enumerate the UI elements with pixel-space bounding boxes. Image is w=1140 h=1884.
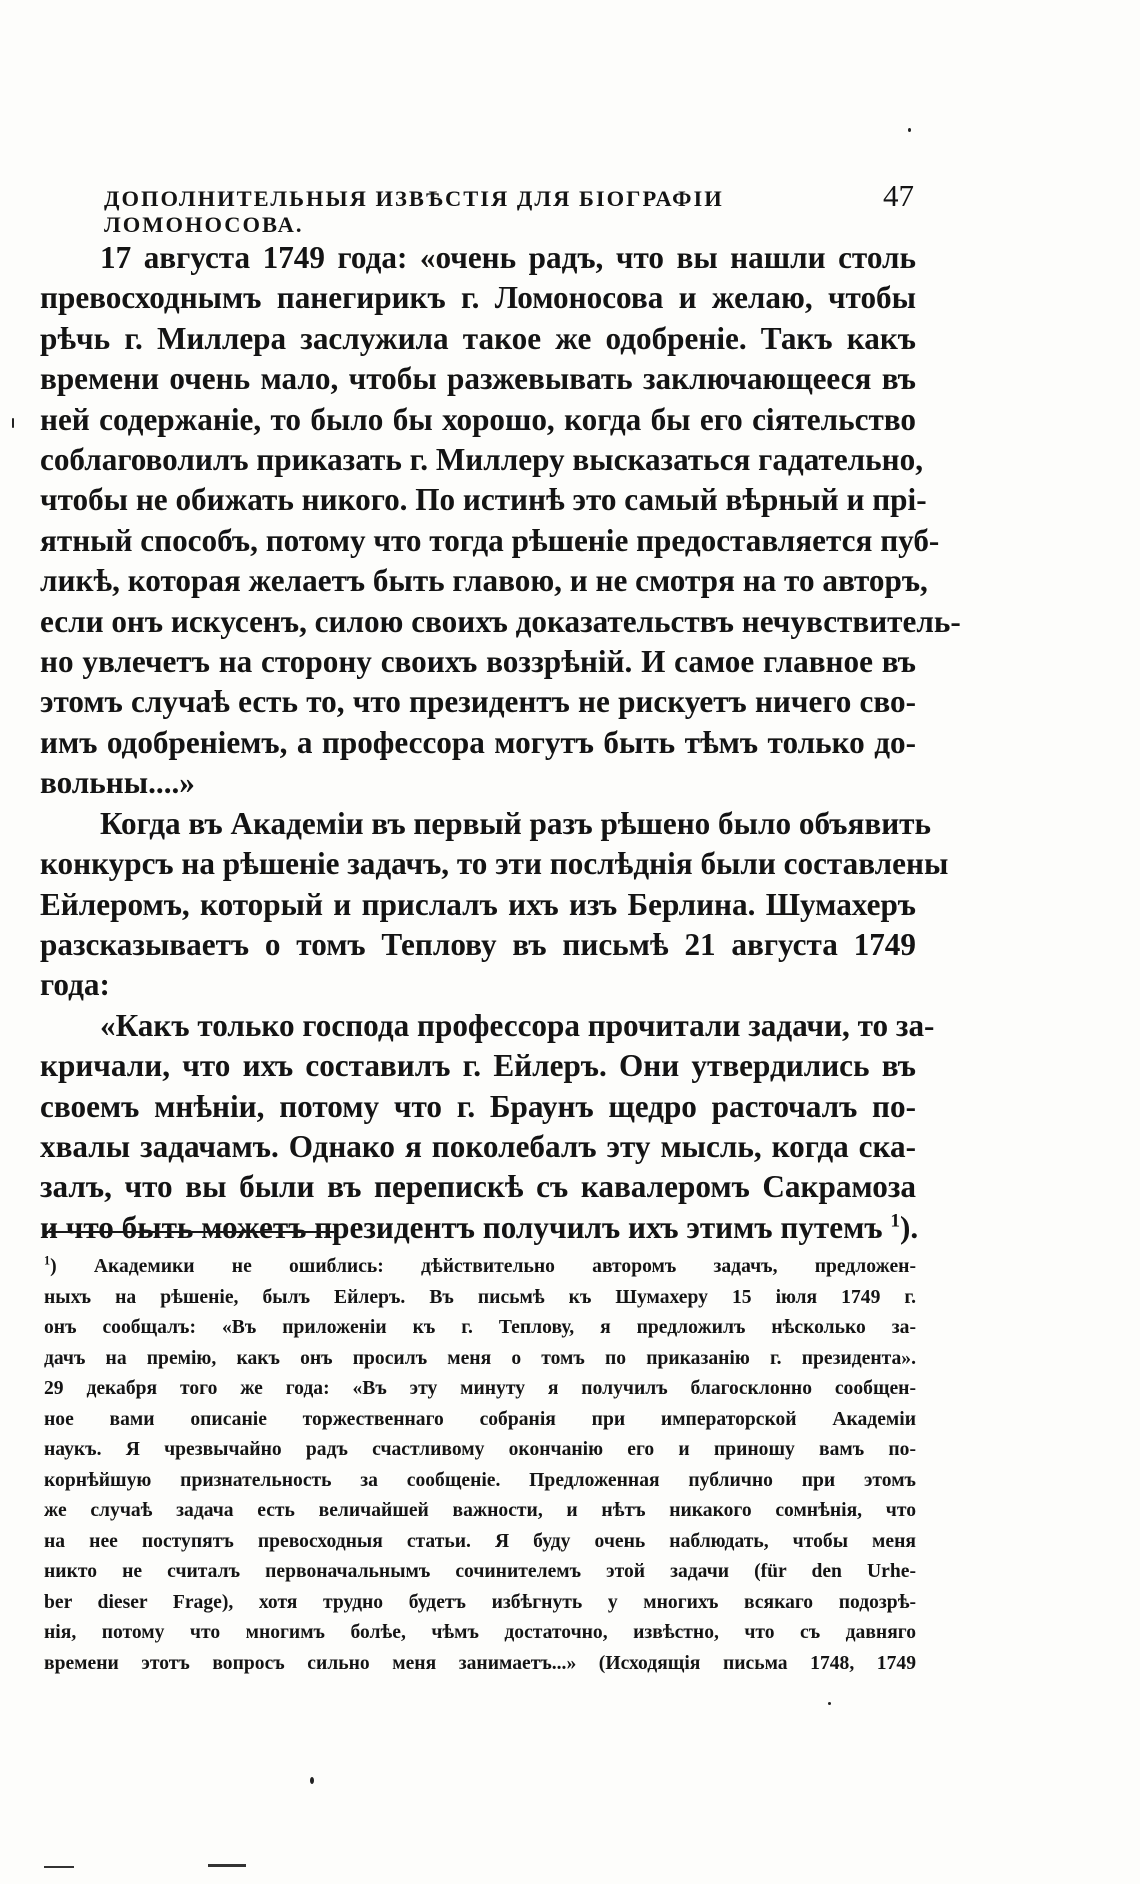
footnote-line: ныхъ на рѣшеніе, былъ Ейлеръ. Въ письмѣ къ Шумахеру 15 іюля 1749 г. <box>44 1286 916 1308</box>
footnote-line: ное вами описаніе торжественнаго собранія при императорской Академіи <box>44 1408 916 1430</box>
text-line: «Какъ только господа профессора прочитали задачи, то за- <box>100 1007 935 1043</box>
scan-mark <box>208 1864 246 1867</box>
text-line: Ейлеромъ, который и прислалъ ихъ изъ Берлина. Шумахеръ <box>40 886 916 922</box>
footnote-line: никто не считалъ первоначальнымъ сочинителемъ этой задачи (für den Urhe- <box>44 1561 916 1582</box>
footnote-line: онъ сообщалъ: «Въ приложеніи къ г. Теплову, я предложилъ нѣсколько за- <box>44 1317 916 1338</box>
text-line: этомъ случаѣ есть то, что президентъ не рискуетъ ничего сво- <box>40 684 916 720</box>
text-line: рѣчь г. Миллера заслужила такое же одобреніе. Такъ какъ <box>40 320 916 356</box>
scan-speck <box>828 1702 831 1705</box>
footnotes <box>44 1252 916 1679</box>
text-line: ней содержаніе, то было бы хорошо, когда бы его сіятельство <box>40 401 916 437</box>
text-line: 17 августа 1749 года: «очень радъ, что вы нашли столь <box>100 240 916 275</box>
footnote-line: ber dieser Frage), хотя трудно будетъ избѣгнуть у многихъ всякаго подозрѣ- <box>44 1591 916 1613</box>
text-line: ликѣ, которая желаетъ быть главою, и не смотря на то авторъ, <box>40 563 928 599</box>
text-line: ятный способъ, потому что тогда рѣшеніе предоставляется пуб- <box>40 522 940 558</box>
text-line: хвалы задачамъ. Однако я поколебалъ эту мысль, когда ска- <box>40 1128 916 1164</box>
text-line: разсказываетъ о томъ Теплову въ письмѣ 21 августа 1749 <box>40 926 916 962</box>
footnote-line: корнѣйшую признательность за сообщеніе. Предложенная публично при этомъ <box>44 1469 916 1491</box>
text-line: конкурсъ на рѣшеніе задачъ, то эти послѣднія были составлены <box>40 846 949 882</box>
scan-mark <box>44 1866 74 1868</box>
text-line-with-footnote-ref <box>40 1208 919 1248</box>
footnote-line: нія, потому что многимъ болѣе, чѣмъ достаточно, извѣстно, что съ давняго <box>44 1622 916 1643</box>
footnote-line: на нее поступятъ превосходныя статьи. Я буду очень наблюдать, чтобы меня <box>44 1530 916 1552</box>
text-line: но увлечетъ на сторону своихъ воззрѣній. И самое главное въ <box>40 644 916 680</box>
footnote-line: дачъ на премію, какъ онъ просилъ меня о томъ по приказанію г. президента». <box>44 1347 916 1369</box>
footnote-marker: 1 <box>44 1253 51 1268</box>
page-header <box>104 178 914 238</box>
text-line: соблаговолилъ приказать г. Миллеру высказаться гадательно, <box>40 442 924 478</box>
scan-speck <box>12 418 14 428</box>
page-number: 47 <box>883 178 914 213</box>
scan-speck <box>310 1777 314 1784</box>
footnote-line: времени этотъ вопросъ сильно меня занимаетъ...» (Исходящія письма 1748, 1749 <box>44 1652 916 1674</box>
paragraph-1 <box>40 238 961 804</box>
text-line: своемъ мнѣніи, потому что г. Браунъ щедро расточалъ по- <box>40 1088 916 1124</box>
footnote-reference[interactable]: 1 <box>890 1210 900 1232</box>
footnote-line: 29 декабря того же года: «Въ эту минуту я получилъ благосклонно сообщен- <box>44 1378 916 1399</box>
footnote-text: ) Академики не ошиблись: дѣйствительно авторомъ задачъ, предложен- <box>50 1256 916 1277</box>
text-line: года: <box>40 967 110 1003</box>
text-line: чтобы не обижать никого. По истинѣ это самый вѣрный и прі- <box>40 482 927 518</box>
text-line: Когда въ Академіи въ первый разъ рѣшено было объявить <box>100 805 931 841</box>
text-line: и что быть можетъ президентъ получилъ ихъ этимъ путемъ <box>40 1209 883 1245</box>
text-line: если онъ искусенъ, силою своихъ доказательствъ нечувствитель- <box>40 603 961 639</box>
footnote-line <box>44 1252 916 1283</box>
paragraph-3 <box>40 1006 935 1248</box>
main-text <box>40 238 961 1248</box>
text-line: имъ одобреніемъ, а профессора могутъ быть тѣмъ только до- <box>40 724 916 760</box>
text-line: времени очень мало, чтобы разжевывать заключающееся въ <box>40 361 916 397</box>
paragraph-2 <box>40 804 949 1006</box>
footnote-divider <box>44 1231 334 1233</box>
footnote-line: же случаѣ задача есть величайшей важности, и нѣтъ никакого сомнѣнія, что <box>44 1500 916 1521</box>
text-line: залъ, что вы были въ перепискѣ съ кавалеромъ Сакрамоза <box>40 1169 916 1205</box>
scan-speck <box>908 128 911 132</box>
text-line: вольны....» <box>40 765 195 801</box>
text-line: превосходнымъ панегирикъ г. Ломоносова и желаю, чтобы <box>40 280 916 316</box>
footnote-line: наукъ. Я чрезвычайно радъ счастливому окончанію его и приношу вамъ по- <box>44 1439 916 1460</box>
closing-punctuation: ). <box>900 1209 919 1245</box>
text-line: кричали, что ихъ составилъ г. Ейлеръ. Они утвердились въ <box>40 1048 916 1084</box>
running-title: ДОПОЛНИТЕЛЬНЫЯ ИЗВѢСТІЯ ДЛЯ БІОГРАФІИ ЛОМОНОСОВА. <box>104 186 724 237</box>
